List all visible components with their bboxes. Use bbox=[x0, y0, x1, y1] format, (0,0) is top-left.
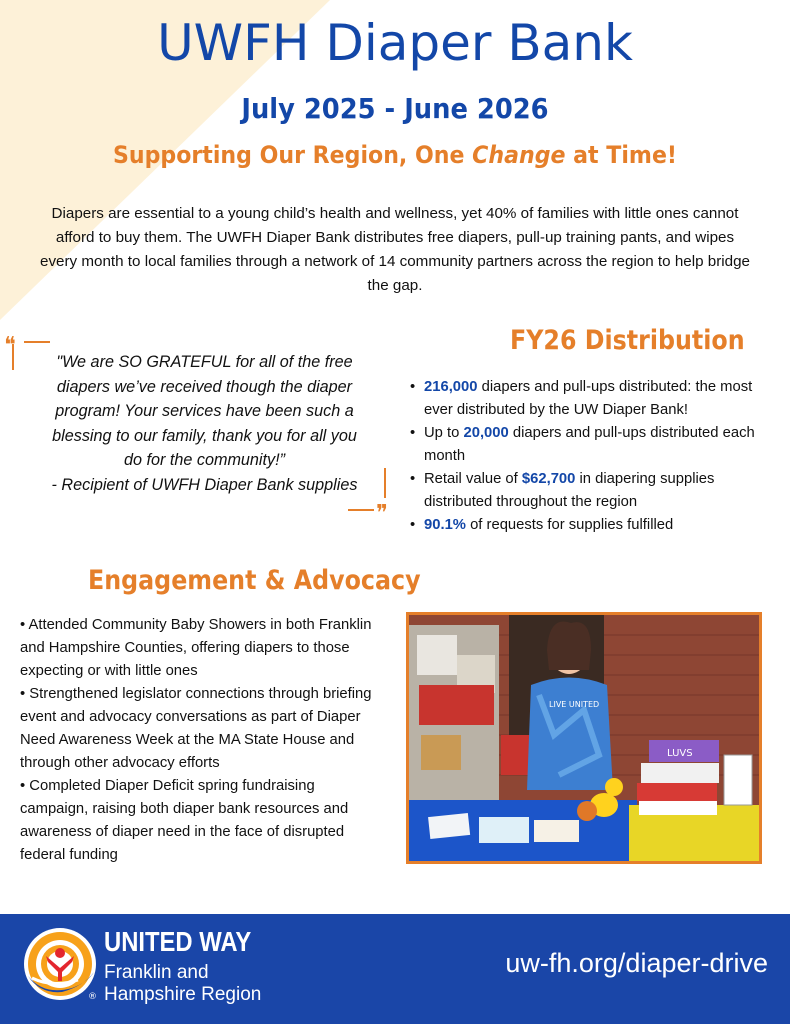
quote-attribution: - Recipient of UWFH Diaper Bank supplies bbox=[51, 475, 358, 494]
open-quote-icon: ❝ bbox=[4, 333, 16, 358]
org-name: UNITED WAY bbox=[104, 926, 252, 957]
event-photo bbox=[406, 612, 762, 864]
org-region-line1: Franklin and bbox=[104, 962, 209, 983]
list-item: campaign, raising both diaper bank resources and bbox=[20, 801, 349, 817]
tagline-emphasis: Change bbox=[472, 141, 566, 169]
list-item: • 216,000 diapers and pull-ups distributed: the most ever distributed by the UW Diaper Bank! bbox=[410, 379, 753, 418]
website-url[interactable]: uw-fh.org/diaper-drive bbox=[505, 948, 768, 978]
box-text: LUVS bbox=[667, 748, 693, 759]
list-item: federal funding bbox=[20, 847, 118, 863]
tagline: Supporting Our Region, One Change at Time! bbox=[112, 141, 677, 169]
list-item: • Strengthened legislator connections through briefing bbox=[20, 686, 372, 702]
list-item: • Up to 20,000 diapers and pull-ups distributed each month bbox=[410, 425, 755, 464]
registered-mark: ® bbox=[88, 992, 97, 1002]
engagement-list bbox=[20, 614, 395, 867]
united-way-logo-icon bbox=[22, 926, 98, 1002]
org-region-line2: Hampshire Region bbox=[104, 984, 262, 1005]
list-item: event and advocacy conversations as part of Diaper bbox=[20, 709, 361, 725]
engagement-title: Engagement & Advocacy bbox=[88, 565, 421, 596]
date-range: July 2025 - June 2026 bbox=[241, 92, 549, 125]
shirt-text: LIVE UNITED bbox=[549, 700, 600, 709]
list-item: and Hampshire Counties, offering diapers to those bbox=[20, 640, 350, 656]
list-item: • Completed Diaper Deficit spring fundraising bbox=[20, 778, 315, 794]
close-quote-icon: ❞ bbox=[376, 501, 388, 520]
list-item: Need Awareness Week at the MA State House and bbox=[20, 732, 355, 748]
list-item: through other advocacy efforts bbox=[20, 755, 220, 771]
intro-paragraph: Diapers are essential to a young child’s health and wellness, yet 40% of families with little ones cannot afford to buy them. The UWFH Diaper Bank distributes free diapers, pull-up training pants, and wipes every month to local families through a network of 14 community partners across the region to help bridge the gap. bbox=[40, 205, 750, 294]
testimonial-quote: "We are SO GRATEFUL for all of the free diapers we’ve received though the diaper program! Your services have been such a blessing to our family, thank you for all you do for the community!” - Recipient of UWFH Diaper Bank supplies bbox=[32, 350, 377, 497]
list-item: expecting or with little ones bbox=[20, 663, 198, 679]
page-title: UWFH Diaper Bank bbox=[157, 14, 633, 72]
event-photo-illustration bbox=[409, 615, 759, 861]
list-item: • Attended Community Baby Showers in both Franklin bbox=[20, 617, 372, 633]
fy26-list bbox=[408, 376, 778, 537]
list-item: awareness of diaper need in the face of disrupted bbox=[20, 824, 345, 840]
list-item: • 90.1% of requests for supplies fulfilled bbox=[410, 517, 674, 533]
fy26-title: FY26 Distribution bbox=[510, 325, 745, 356]
list-item: • Retail value of $62,700 in diapering supplies distributed throughout the region bbox=[410, 471, 715, 510]
